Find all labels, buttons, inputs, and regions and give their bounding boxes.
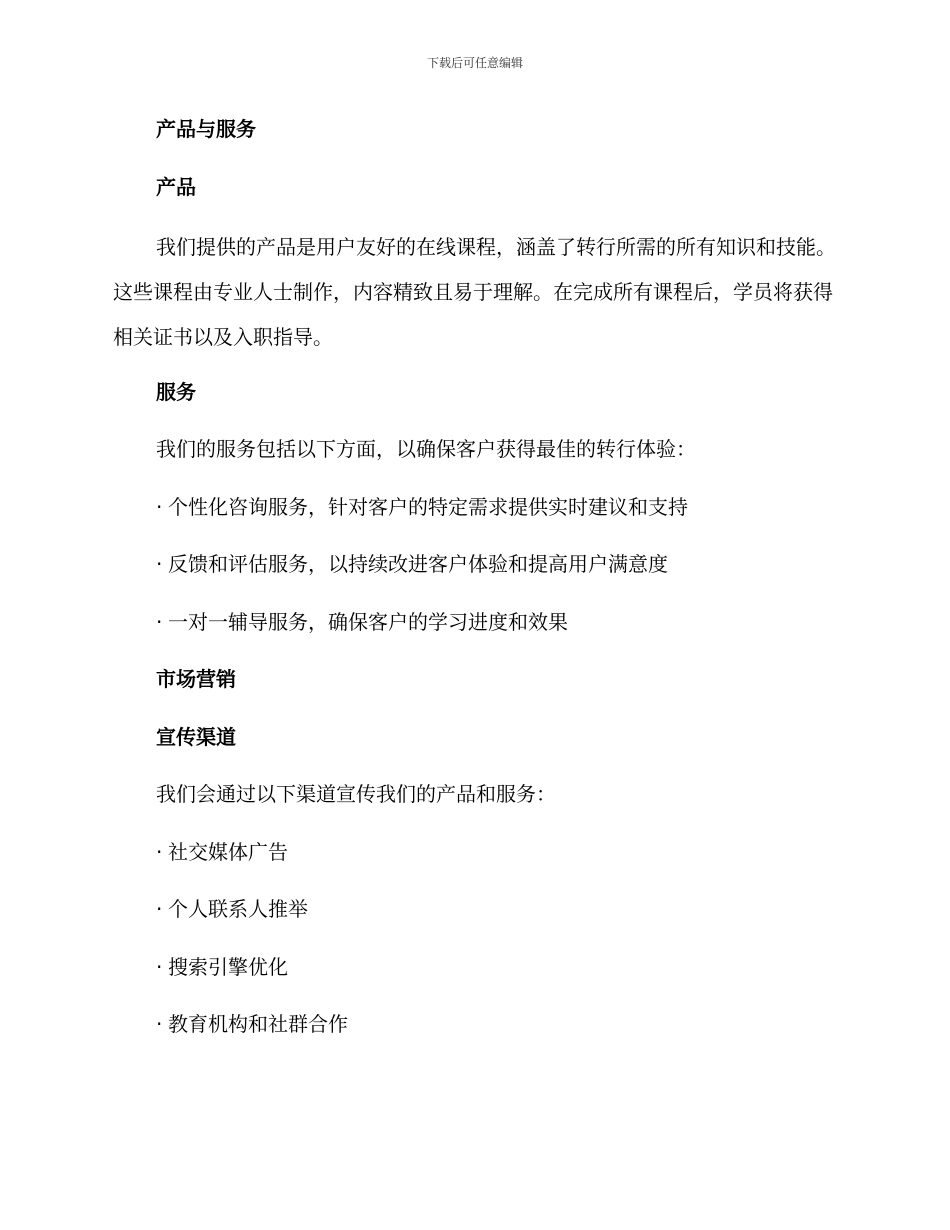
service-item-text: 个性化咨询服务，针对客户的特定需求提供实时建议和支持 (168, 494, 688, 519)
marketing-heading: 市场营销 (156, 667, 236, 691)
service-item-text: 一对一辅导服务，确保客户的学习进度和效果 (168, 609, 568, 634)
list-item (113, 603, 838, 641)
section-title: 产品与服务 (156, 117, 256, 141)
document-body (113, 110, 838, 1063)
list-item (113, 1005, 838, 1043)
list-item (113, 948, 838, 986)
channel-item-text: 个人联系人推举 (168, 897, 308, 921)
channel-item-text: 社交媒体广告 (168, 839, 288, 864)
bullet-dot: · (156, 609, 163, 634)
bullet-dot: · (156, 954, 163, 979)
service-heading: 服务 (156, 379, 196, 404)
header-note: 下载后可任意编辑 (426, 56, 523, 70)
list-item (113, 545, 838, 583)
service-intro: 我们的服务包括以下方面，以确保客户获得最佳的转行体验： (156, 437, 696, 461)
channel-item-text: 教育机构和社群合作 (168, 1012, 348, 1036)
product-paragraph: 我们提供的产品是用户友好的在线课程，涵盖了转行所需的所有知识和技能。这些课程由专业人士制作，内容精致且易于理解。在完成所有课程后，学员将获得相关证书以及入职指导。 (113, 235, 836, 349)
list-item (113, 488, 838, 526)
bullet-dot: · (156, 897, 163, 921)
bullet-dot: · (156, 1012, 163, 1036)
channel-item-text: 搜索引擎优化 (168, 954, 288, 979)
list-item (113, 833, 838, 871)
channels-intro: 我们会通过以下渠道宣传我们的产品和服务： (156, 782, 556, 806)
product-heading: 产品 (156, 174, 196, 199)
bullet-dot: · (156, 494, 163, 519)
bullet-dot: · (156, 552, 163, 576)
bullet-dot: · (156, 839, 163, 864)
channels-heading: 宣传渠道 (156, 724, 236, 749)
list-item (113, 890, 838, 928)
service-item-text: 反馈和评估服务，以持续改进客户体验和提高用户满意度 (168, 552, 668, 576)
